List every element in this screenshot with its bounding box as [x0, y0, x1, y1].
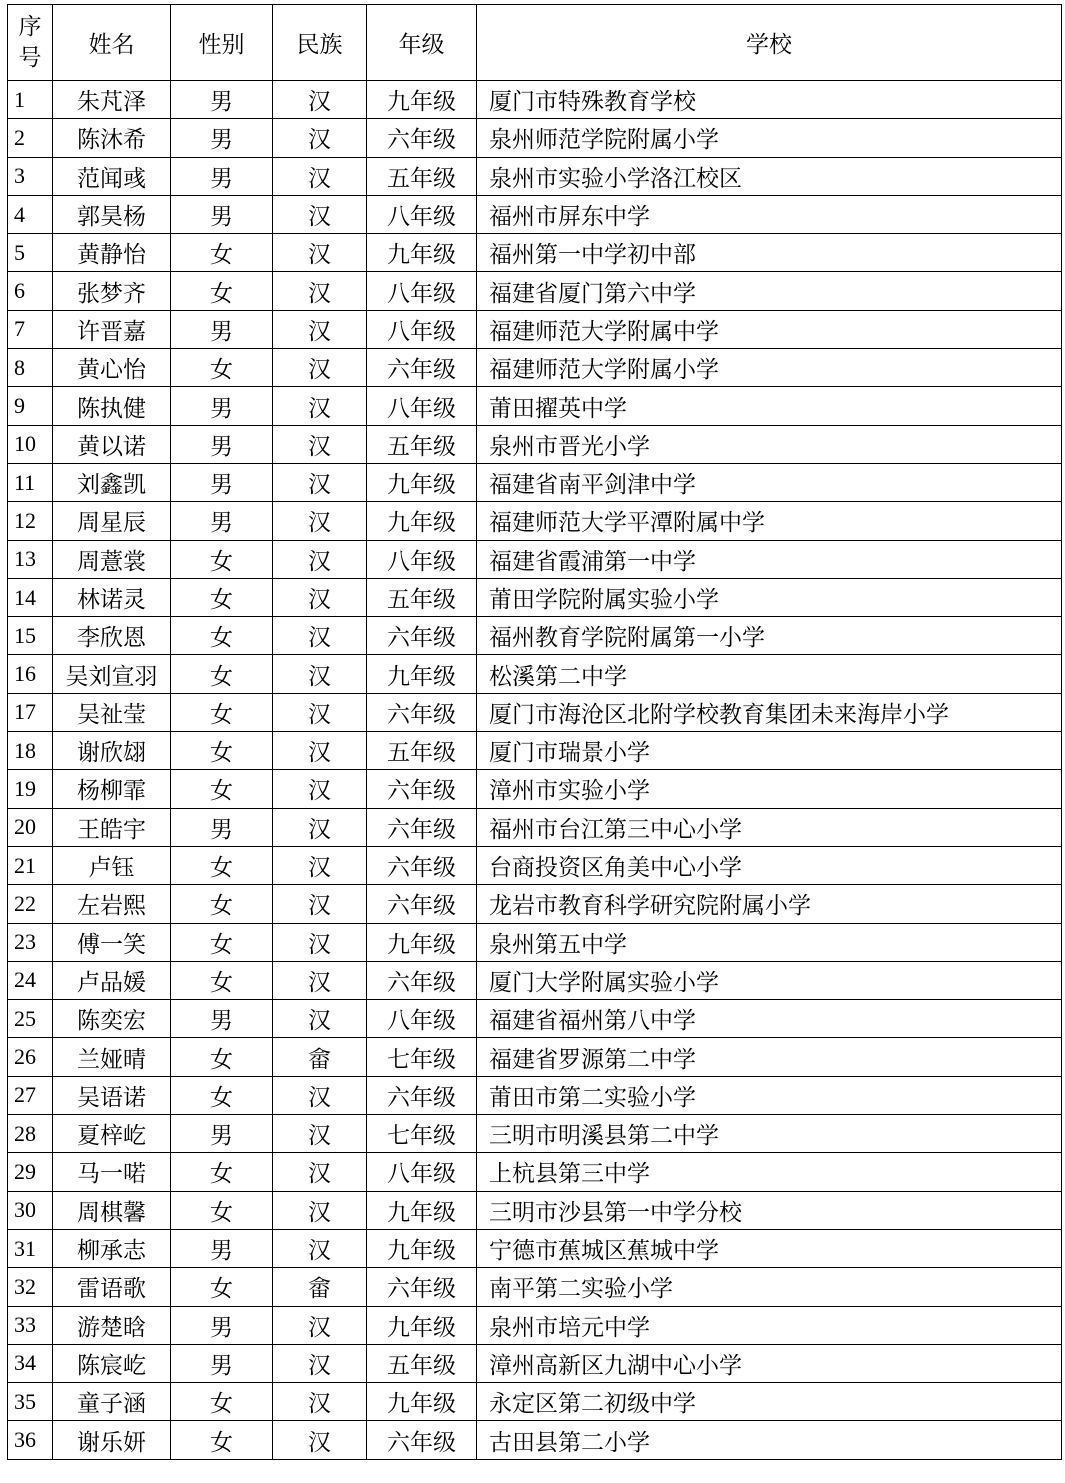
- cell-name: 陈奕宏: [53, 1000, 171, 1038]
- cell-school: 永定区第二初级中学: [477, 1383, 1062, 1421]
- cell-seq: 21: [8, 846, 53, 884]
- cell-school: 莆田市第二实验小学: [477, 1076, 1062, 1114]
- cell-school: 松溪第二中学: [477, 655, 1062, 693]
- table-row: [8, 846, 1062, 884]
- cell-seq: 1: [8, 81, 53, 119]
- cell-school: 上杭县第三中学: [477, 1153, 1062, 1191]
- cell-school: 泉州市晋光小学: [477, 425, 1062, 463]
- cell-name: 柳承志: [53, 1229, 171, 1267]
- cell-gender: 男: [171, 387, 273, 425]
- cell-school: 泉州市培元中学: [477, 1306, 1062, 1344]
- cell-seq: 14: [8, 578, 53, 616]
- cell-gender: 女: [171, 923, 273, 961]
- cell-grade: 六年级: [367, 1421, 477, 1459]
- cell-name: 黄以诺: [53, 425, 171, 463]
- cell-grade: 六年级: [367, 808, 477, 846]
- cell-seq: 16: [8, 655, 53, 693]
- cell-ethnicity: 汉: [273, 617, 367, 655]
- cell-name: 卢品媛: [53, 961, 171, 999]
- cell-school: 福建省福州第八中学: [477, 1000, 1062, 1038]
- cell-seq: 9: [8, 387, 53, 425]
- table-row: [8, 157, 1062, 195]
- cell-school: 龙岩市教育科学研究院附属小学: [477, 885, 1062, 923]
- cell-name: 王皓宇: [53, 808, 171, 846]
- cell-school: 福州市屏东中学: [477, 195, 1062, 233]
- cell-school: 古田县第二小学: [477, 1421, 1062, 1459]
- cell-grade: 六年级: [367, 885, 477, 923]
- cell-seq: 26: [8, 1038, 53, 1076]
- cell-grade: 五年级: [367, 578, 477, 616]
- cell-school: 福建师范大学附属小学: [477, 349, 1062, 387]
- cell-ethnicity: 汉: [273, 195, 367, 233]
- cell-ethnicity: 汉: [273, 463, 367, 501]
- cell-gender: 女: [171, 578, 273, 616]
- cell-gender: 男: [171, 502, 273, 540]
- cell-name: 杨柳霏: [53, 770, 171, 808]
- table-row: [8, 119, 1062, 157]
- cell-seq: 29: [8, 1153, 53, 1191]
- cell-grade: 九年级: [367, 923, 477, 961]
- table-row: [8, 272, 1062, 310]
- cell-school: 福州市台江第三中心小学: [477, 808, 1062, 846]
- cell-grade: 五年级: [367, 1344, 477, 1382]
- cell-gender: 女: [171, 655, 273, 693]
- cell-grade: 六年级: [367, 1268, 477, 1306]
- cell-grade: 九年级: [367, 1229, 477, 1267]
- cell-gender: 女: [171, 1038, 273, 1076]
- cell-school: 台商投资区角美中心小学: [477, 846, 1062, 884]
- cell-seq: 12: [8, 502, 53, 540]
- cell-grade: 八年级: [367, 387, 477, 425]
- table-row: [8, 923, 1062, 961]
- cell-name: 陈沐希: [53, 119, 171, 157]
- table-row: [8, 1229, 1062, 1267]
- cell-name: 郭昊杨: [53, 195, 171, 233]
- cell-seq: 11: [8, 463, 53, 501]
- table-row: [8, 540, 1062, 578]
- cell-name: 谢乐妍: [53, 1421, 171, 1459]
- cell-ethnicity: 汉: [273, 1115, 367, 1153]
- cell-seq: 6: [8, 272, 53, 310]
- cell-seq: 7: [8, 310, 53, 348]
- cell-seq: 17: [8, 693, 53, 731]
- cell-school: 泉州师范学院附属小学: [477, 119, 1062, 157]
- cell-school: 福建省霞浦第一中学: [477, 540, 1062, 578]
- cell-name: 吴刘宣羽: [53, 655, 171, 693]
- cell-seq: 35: [8, 1383, 53, 1421]
- cell-grade: 六年级: [367, 770, 477, 808]
- header-ethnicity: 民族: [273, 5, 367, 81]
- cell-name: 游楚晗: [53, 1306, 171, 1344]
- cell-gender: 女: [171, 272, 273, 310]
- cell-grade: 五年级: [367, 157, 477, 195]
- cell-ethnicity: 汉: [273, 1153, 367, 1191]
- cell-gender: 女: [171, 617, 273, 655]
- cell-ethnicity: 汉: [273, 425, 367, 463]
- cell-ethnicity: 汉: [273, 1383, 367, 1421]
- cell-gender: 男: [171, 157, 273, 195]
- table-row: [8, 387, 1062, 425]
- cell-ethnicity: 汉: [273, 157, 367, 195]
- table-row: [8, 349, 1062, 387]
- table-row: [8, 81, 1062, 119]
- cell-gender: 女: [171, 1153, 273, 1191]
- cell-seq: 8: [8, 349, 53, 387]
- table-row: [8, 1306, 1062, 1344]
- header-school: 学校: [477, 5, 1062, 81]
- cell-gender: 女: [171, 234, 273, 272]
- cell-ethnicity: 汉: [273, 502, 367, 540]
- table-row: [8, 1191, 1062, 1229]
- cell-gender: 女: [171, 1383, 273, 1421]
- table-row: [8, 1268, 1062, 1306]
- cell-ethnicity: 汉: [273, 846, 367, 884]
- cell-grade: 九年级: [367, 234, 477, 272]
- cell-ethnicity: 汉: [273, 119, 367, 157]
- table-row: [8, 693, 1062, 731]
- cell-grade: 九年级: [367, 502, 477, 540]
- cell-name: 卢钰: [53, 846, 171, 884]
- table-row: [8, 808, 1062, 846]
- table-header: [8, 5, 1062, 81]
- cell-grade: 八年级: [367, 272, 477, 310]
- cell-grade: 九年级: [367, 1306, 477, 1344]
- cell-grade: 八年级: [367, 1153, 477, 1191]
- cell-school: 泉州第五中学: [477, 923, 1062, 961]
- cell-school: 福州第一中学初中部: [477, 234, 1062, 272]
- cell-ethnicity: 汉: [273, 732, 367, 770]
- cell-gender: 女: [171, 885, 273, 923]
- table-row: [8, 1038, 1062, 1076]
- cell-grade: 八年级: [367, 310, 477, 348]
- cell-seq: 19: [8, 770, 53, 808]
- table-row: [8, 1115, 1062, 1153]
- cell-name: 陈执健: [53, 387, 171, 425]
- cell-ethnicity: 汉: [273, 81, 367, 119]
- cell-ethnicity: 汉: [273, 808, 367, 846]
- cell-seq: 30: [8, 1191, 53, 1229]
- cell-grade: 六年级: [367, 693, 477, 731]
- cell-seq: 24: [8, 961, 53, 999]
- cell-ethnicity: 汉: [273, 234, 367, 272]
- cell-ethnicity: 汉: [273, 540, 367, 578]
- cell-ethnicity: 汉: [273, 961, 367, 999]
- cell-school: 漳州高新区九湖中心小学: [477, 1344, 1062, 1382]
- table-row: [8, 234, 1062, 272]
- cell-gender: 女: [171, 1421, 273, 1459]
- cell-gender: 男: [171, 1344, 273, 1382]
- cell-school: 厦门市瑞景小学: [477, 732, 1062, 770]
- table-row: [8, 578, 1062, 616]
- table-row: [8, 1383, 1062, 1421]
- cell-ethnicity: 汉: [273, 655, 367, 693]
- cell-seq: 32: [8, 1268, 53, 1306]
- cell-seq: 34: [8, 1344, 53, 1382]
- cell-ethnicity: 汉: [273, 387, 367, 425]
- cell-grade: 八年级: [367, 195, 477, 233]
- cell-seq: 22: [8, 885, 53, 923]
- cell-ethnicity: 汉: [273, 1344, 367, 1382]
- cell-grade: 六年级: [367, 961, 477, 999]
- cell-ethnicity: 汉: [273, 272, 367, 310]
- cell-gender: 男: [171, 1229, 273, 1267]
- table-row: [8, 502, 1062, 540]
- cell-grade: 九年级: [367, 1383, 477, 1421]
- cell-school: 福建师范大学附属中学: [477, 310, 1062, 348]
- table-row: [8, 1000, 1062, 1038]
- cell-name: 范闻彧: [53, 157, 171, 195]
- cell-school: 三明市明溪县第二中学: [477, 1115, 1062, 1153]
- cell-name: 刘鑫凯: [53, 463, 171, 501]
- cell-gender: 女: [171, 693, 273, 731]
- cell-ethnicity: 汉: [273, 349, 367, 387]
- cell-seq: 20: [8, 808, 53, 846]
- cell-ethnicity: 汉: [273, 1076, 367, 1114]
- table-row: [8, 1421, 1062, 1459]
- cell-name: 张梦齐: [53, 272, 171, 310]
- cell-grade: 八年级: [367, 540, 477, 578]
- cell-grade: 五年级: [367, 732, 477, 770]
- cell-seq: 23: [8, 923, 53, 961]
- cell-grade: 六年级: [367, 119, 477, 157]
- cell-gender: 女: [171, 846, 273, 884]
- cell-name: 周薏裳: [53, 540, 171, 578]
- cell-gender: 女: [171, 1076, 273, 1114]
- cell-ethnicity: 畲: [273, 1268, 367, 1306]
- cell-ethnicity: 汉: [273, 885, 367, 923]
- cell-seq: 5: [8, 234, 53, 272]
- table-row: [8, 961, 1062, 999]
- cell-school: 福建省罗源第二中学: [477, 1038, 1062, 1076]
- cell-school: 厦门大学附属实验小学: [477, 961, 1062, 999]
- cell-name: 吴语诺: [53, 1076, 171, 1114]
- cell-school: 泉州市实验小学洛江校区: [477, 157, 1062, 195]
- cell-gender: 女: [171, 961, 273, 999]
- table-row: [8, 655, 1062, 693]
- cell-school: 莆田学院附属实验小学: [477, 578, 1062, 616]
- cell-seq: 27: [8, 1076, 53, 1114]
- cell-name: 周星辰: [53, 502, 171, 540]
- cell-school: 厦门市海沧区北附学校教育集团未来海岸小学: [477, 693, 1062, 731]
- cell-grade: 九年级: [367, 1191, 477, 1229]
- table-row: [8, 1344, 1062, 1382]
- cell-name: 兰娅晴: [53, 1038, 171, 1076]
- cell-seq: 2: [8, 119, 53, 157]
- table-row: [8, 1076, 1062, 1114]
- cell-name: 林诺灵: [53, 578, 171, 616]
- cell-ethnicity: 汉: [273, 1229, 367, 1267]
- cell-gender: 女: [171, 540, 273, 578]
- table-body: [8, 81, 1062, 1460]
- cell-name: 左岩熙: [53, 885, 171, 923]
- cell-gender: 男: [171, 119, 273, 157]
- cell-gender: 男: [171, 81, 273, 119]
- header-seq: 序号: [8, 5, 53, 81]
- cell-grade: 九年级: [367, 655, 477, 693]
- cell-grade: 九年级: [367, 81, 477, 119]
- cell-seq: 31: [8, 1229, 53, 1267]
- cell-school: 三明市沙县第一中学分校: [477, 1191, 1062, 1229]
- cell-seq: 15: [8, 617, 53, 655]
- header-gender: 性别: [171, 5, 273, 81]
- table-row: [8, 1153, 1062, 1191]
- cell-school: 福州教育学院附属第一小学: [477, 617, 1062, 655]
- cell-gender: 女: [171, 1268, 273, 1306]
- cell-ethnicity: 汉: [273, 693, 367, 731]
- table-row: [8, 425, 1062, 463]
- cell-seq: 3: [8, 157, 53, 195]
- cell-grade: 五年级: [367, 425, 477, 463]
- cell-grade: 六年级: [367, 349, 477, 387]
- cell-grade: 八年级: [367, 1000, 477, 1038]
- cell-gender: 男: [171, 195, 273, 233]
- cell-name: 李欣恩: [53, 617, 171, 655]
- cell-school: 福建省厦门第六中学: [477, 272, 1062, 310]
- cell-name: 谢欣翃: [53, 732, 171, 770]
- cell-ethnicity: 汉: [273, 770, 367, 808]
- cell-gender: 男: [171, 425, 273, 463]
- cell-seq: 33: [8, 1306, 53, 1344]
- cell-name: 夏梓屹: [53, 1115, 171, 1153]
- header-name: 姓名: [53, 5, 171, 81]
- cell-grade: 六年级: [367, 846, 477, 884]
- student-roster-table: [7, 4, 1062, 1460]
- cell-school: 福建省南平剑津中学: [477, 463, 1062, 501]
- cell-ethnicity: 汉: [273, 578, 367, 616]
- cell-seq: 13: [8, 540, 53, 578]
- cell-grade: 六年级: [367, 1076, 477, 1114]
- cell-name: 黄心怡: [53, 349, 171, 387]
- cell-ethnicity: 汉: [273, 1306, 367, 1344]
- cell-ethnicity: 汉: [273, 1000, 367, 1038]
- cell-grade: 七年级: [367, 1115, 477, 1153]
- cell-gender: 男: [171, 1000, 273, 1038]
- cell-name: 许晋嘉: [53, 310, 171, 348]
- cell-name: 吴祉莹: [53, 693, 171, 731]
- cell-name: 童子涵: [53, 1383, 171, 1421]
- header-grade: 年级: [367, 5, 477, 81]
- cell-name: 雷语歌: [53, 1268, 171, 1306]
- cell-seq: 18: [8, 732, 53, 770]
- cell-gender: 男: [171, 310, 273, 348]
- cell-gender: 男: [171, 1306, 273, 1344]
- table-row: [8, 195, 1062, 233]
- cell-seq: 28: [8, 1115, 53, 1153]
- cell-school: 漳州市实验小学: [477, 770, 1062, 808]
- cell-gender: 女: [171, 732, 273, 770]
- cell-grade: 六年级: [367, 617, 477, 655]
- table-row: [8, 732, 1062, 770]
- cell-seq: 36: [8, 1421, 53, 1459]
- cell-grade: 九年级: [367, 463, 477, 501]
- cell-gender: 女: [171, 1191, 273, 1229]
- table-row: [8, 885, 1062, 923]
- cell-school: 莆田擢英中学: [477, 387, 1062, 425]
- cell-school: 厦门市特殊教育学校: [477, 81, 1062, 119]
- table-row: [8, 770, 1062, 808]
- cell-gender: 女: [171, 349, 273, 387]
- cell-gender: 女: [171, 770, 273, 808]
- cell-ethnicity: 汉: [273, 923, 367, 961]
- cell-seq: 10: [8, 425, 53, 463]
- cell-ethnicity: 汉: [273, 1421, 367, 1459]
- cell-name: 傅一笑: [53, 923, 171, 961]
- cell-name: 陈宸屹: [53, 1344, 171, 1382]
- cell-school: 南平第二实验小学: [477, 1268, 1062, 1306]
- cell-ethnicity: 汉: [273, 310, 367, 348]
- cell-seq: 4: [8, 195, 53, 233]
- cell-school: 福建师范大学平潭附属中学: [477, 502, 1062, 540]
- cell-name: 朱芃泽: [53, 81, 171, 119]
- cell-name: 周棋馨: [53, 1191, 171, 1229]
- cell-name: 马一喏: [53, 1153, 171, 1191]
- cell-gender: 男: [171, 1115, 273, 1153]
- table-row: [8, 463, 1062, 501]
- cell-ethnicity: 汉: [273, 1191, 367, 1229]
- cell-school: 宁德市蕉城区蕉城中学: [477, 1229, 1062, 1267]
- cell-name: 黄静怡: [53, 234, 171, 272]
- table-row: [8, 617, 1062, 655]
- cell-grade: 七年级: [367, 1038, 477, 1076]
- cell-seq: 25: [8, 1000, 53, 1038]
- cell-gender: 男: [171, 463, 273, 501]
- cell-ethnicity: 畲: [273, 1038, 367, 1076]
- cell-gender: 男: [171, 808, 273, 846]
- header-row: [8, 5, 1062, 81]
- table-row: [8, 310, 1062, 348]
